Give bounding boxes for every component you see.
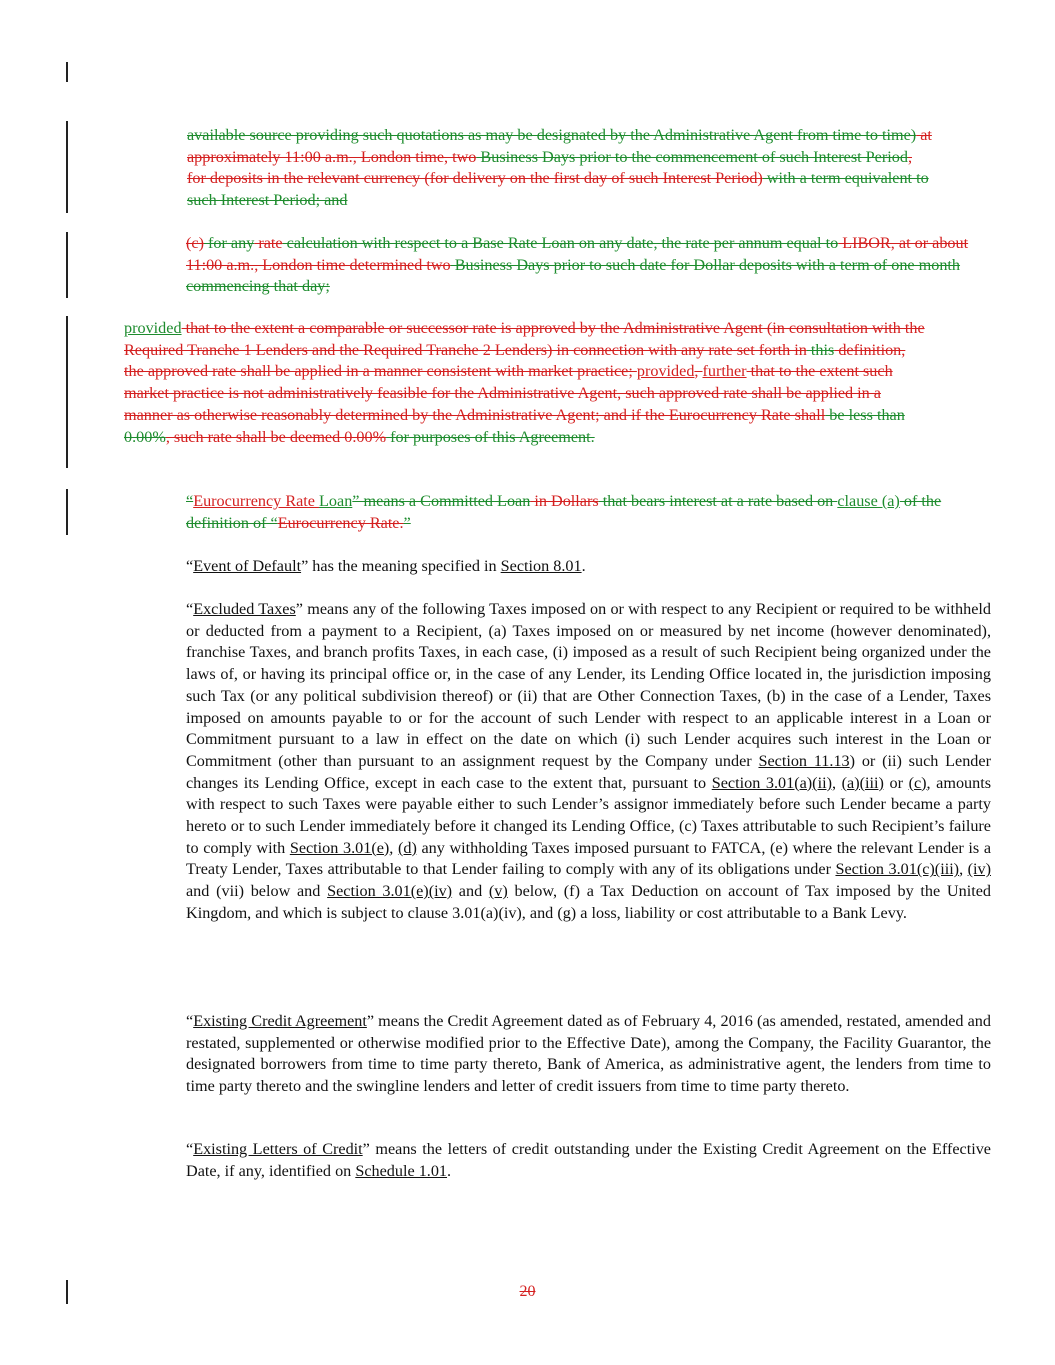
section-reference[interactable]: (v) — [488, 882, 508, 901]
defined-term: Excluded Taxes — [193, 600, 296, 618]
change-bar — [66, 232, 68, 298]
defined-term: Event of Default — [193, 557, 302, 575]
section-reference[interactable]: Section 3.01(c)(iii) — [835, 860, 960, 879]
deleted-paragraph-source: available source providing such quotations as may be designated by the Administrative Agent from time to time) at approximately 11:00 a.m., London time, two Business Days prior to the commencement of such Interest Period, for deposits in the relevant currency (for delivery on the first day of such Interest Period) with a term equivalent to such Interest Period; and — [187, 126, 932, 210]
section-reference[interactable]: (c) — [908, 773, 927, 792]
definition-event-of-default: “Event of Default” has the meaning specified in Section 8.01. — [186, 557, 586, 575]
section-reference[interactable]: Section 8.01 — [500, 557, 582, 575]
deleted-definition-eurocurrency-rate-loan: “Eurocurrency Rate Loan” means a Committed Loan in Dollars that bears interest at a rate based on clause (a) of the definition of “Eurocurrency Rate.” — [186, 492, 942, 532]
deleted-paragraph-proviso: provided that to the extent a comparable or successor rate is approved by the Administrative Agent (in consultation with the Required Tranche 1 Lenders and the Required Tranche 2 Lenders) in connection with any rate set forth in this definition, the approved rate shall be applied in a manner consistent with market practice; provided, further that to the extent such market practice is not administratively feasible for the Administrative Agent, such approved rate shall be applied in a manner as otherwise reasonably determined by the Administrative Agent; and if the Eurocurrency Rate shall be less than 0.00%, such rate shall be deemed 0.00% for purposes of this Agreement. — [124, 319, 925, 446]
definition-excluded-taxes: “Excluded Taxes” means any of the following Taxes imposed on or with respect to any Recipient or required to be withheld or deducted from a payment to a Recipient, (a) Taxes imposed on or measured by net income (however denominated), franchise Taxes, and branch profits Taxes, in each case, (i) imposed as a result of such Recipient being organized under the laws of, or having its principal office or, in the case of any Lender, its Lending Office located in, the jurisdiction imposing such Tax (or any political subdivision thereof) or (ii) that are Other Connection Taxes, (b) in the case of a Lender, Taxes imposed on amounts payable to or for the account of such Lender with respect to an applicable interest in a Loan or Commitment pursuant to a law in effect on the date on which (i) such Lender acquires such interest in the Loan or Commitment (other than pursuant to an assignment request by the Company under Section 11.13) or (ii) such Lender changes its Lending Office, except in each case to the extent that, pursuant to Section 3.01(a)(ii), (a)(iii) or (c), amounts with respect to such Taxes were payable either to such Lender’s assignor immediately before such Lender became a party hereto or to such Lender immediately before it changed its Lending Office, (c) Taxes attributable to such Recipient’s failure to comply with Section 3.01(e), (d) any withholding Taxes imposed pursuant to FATCA, (e) where the relevant Lender is a Treaty Lender, Taxes attributable to that Lender failing to comply with any of its obligations under Section 3.01(c)(iii), (iv) and (vii) below and Section 3.01(e)(iv) and (v) below, (f) a Tax Deduction on account of Tax imposed by the United Kingdom, and which is subject to clause 3.01(a)(iv), and (g) a loss, liability or cost attributable to a Bank Levy. — [186, 600, 992, 922]
change-bar — [66, 489, 68, 535]
deleted-paragraph-clause-c: (c) for any rate calculation with respect to a Base Rate Loan on any date, the rate per annum equal to LIBOR, at or about 11:00 a.m., London time determined two Business Days prior to such date for Dollar deposits with a term of one month commencing that day; — [186, 234, 969, 296]
section-reference[interactable]: Schedule 1.01 — [355, 1161, 448, 1180]
definition-existing-credit-agreement: “Existing Credit Agreement” means the Credit Agreement dated as of February 4, 2016 (as amended, restated, amended and restated, supplemented or otherwise modified prior to the Effective Date), among the Company, the Facility Guarantor, the designated borrowers from time to time party thereto, Bank of America, as administrative agent, the lenders from time to time party thereto and the swingline lenders and letter of credit issuers from time to time party thereto. — [186, 1012, 991, 1096]
section-reference[interactable]: (a)(iii) — [841, 773, 884, 792]
change-bar — [66, 121, 68, 213]
definition-existing-letters-of-credit: “Existing Letters of Credit” means the letters of credit outstanding under the Existing Credit Agreement on the Effective Date, if any, identified on Schedule 1.01. — [186, 1140, 991, 1180]
defined-term: Existing Letters of Credit — [193, 1140, 363, 1158]
section-reference[interactable]: Section 3.01(e)(iv) — [327, 882, 453, 901]
defined-term: Existing Credit Agreement — [193, 1012, 367, 1030]
section-reference[interactable]: Section 3.01(e) — [289, 838, 390, 857]
page-number: 20 — [519, 1283, 536, 1300]
change-bar — [66, 62, 68, 82]
section-reference[interactable]: (iv) — [967, 860, 991, 879]
section-reference[interactable]: (d) — [397, 838, 417, 857]
section-reference[interactable]: Section 11.13 — [758, 751, 850, 770]
change-bar — [66, 316, 68, 468]
section-reference[interactable]: Section 3.01(a)(ii) — [711, 773, 832, 792]
